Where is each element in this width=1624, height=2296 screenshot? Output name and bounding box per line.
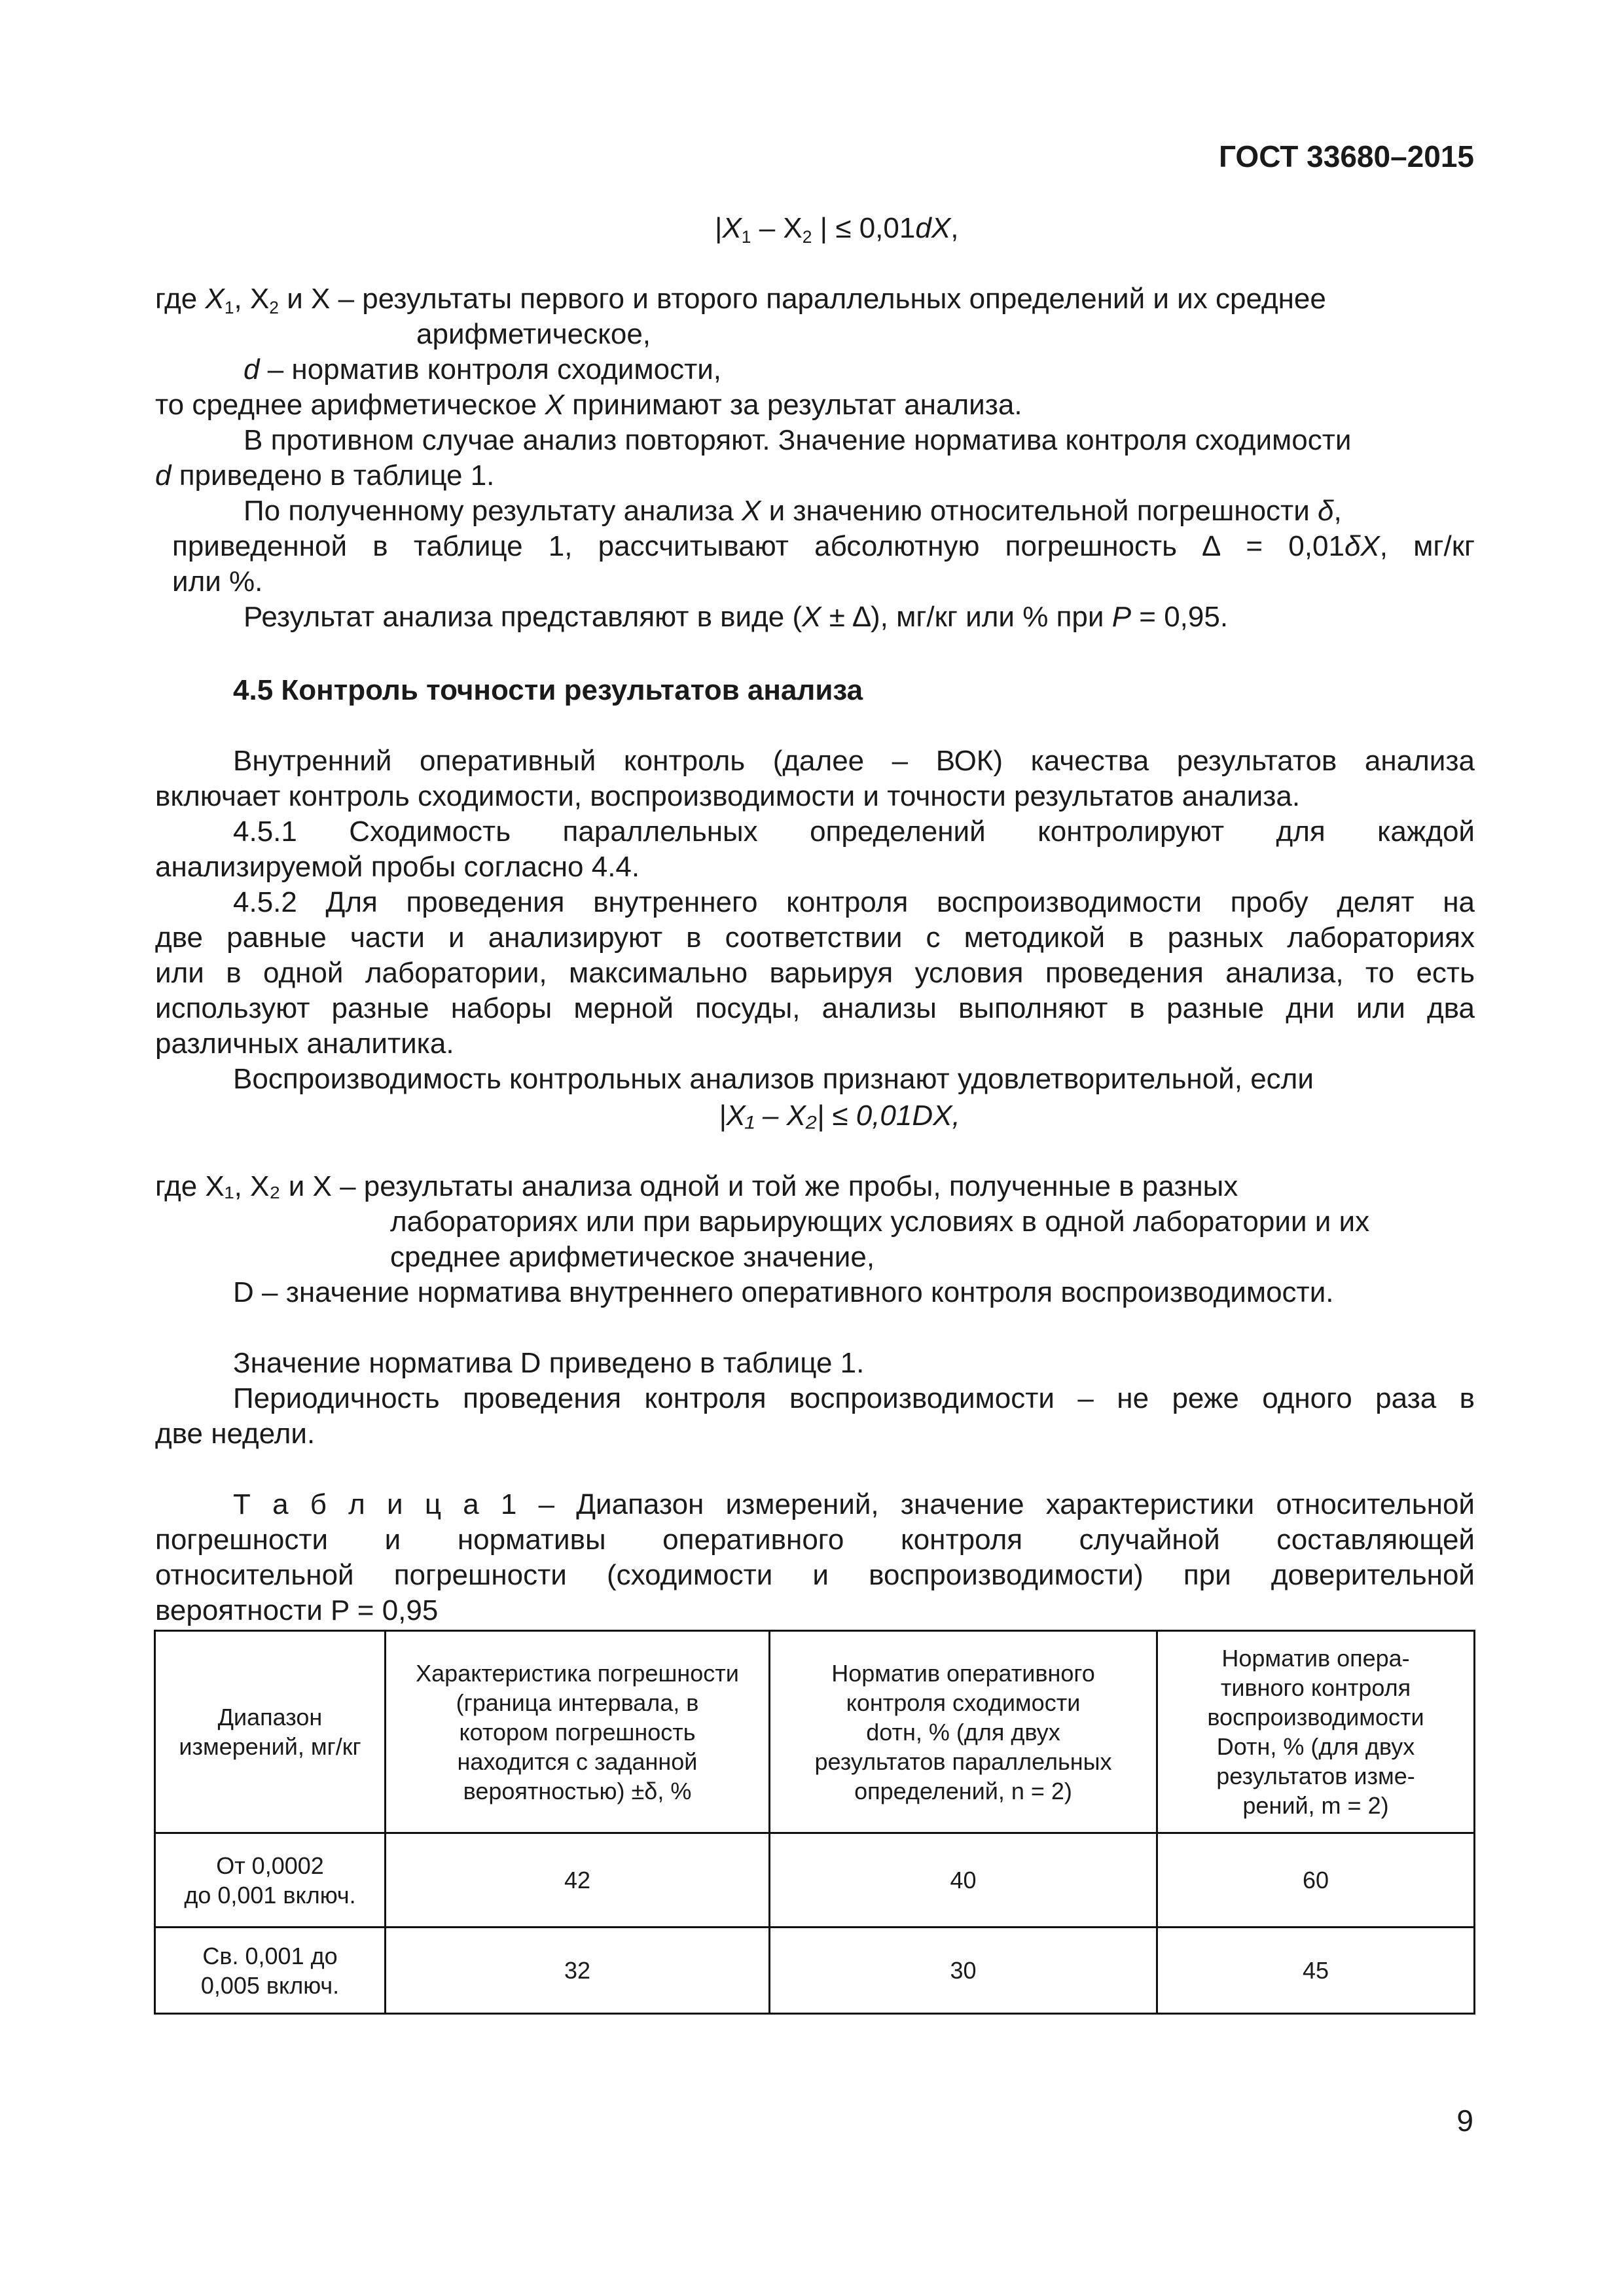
table-cell: 30 [768, 1926, 1158, 2015]
table-cell: 40 [768, 1832, 1158, 1928]
document-number: ГОСТ 33680–2015 [1218, 139, 1474, 173]
paragraph-line: В противном случае анализ повторяют. Значение норматива контроля сходимости [244, 424, 1352, 456]
table-header-cell: Норматив оперативного контроля сходимости dотн, % (для двух результатов параллельных определений, n = 2) [768, 1630, 1158, 1834]
paragraph-line: то среднее арифметическое X принимают за результат анализа. [155, 389, 1022, 421]
where-line: где X₁, X₂ и X – результаты анализа одной и той же пробы, полученные в разных [155, 1170, 1238, 1202]
table-caption-line: Т а б л и ц а 1 – Диапазон измерений, значение характеристики относительной [233, 1488, 1475, 1520]
paragraph-line: или в одной лаборатории, максимально варьируя условия проведения анализа, то есть [155, 957, 1475, 989]
table-cell: 60 [1156, 1832, 1475, 1928]
table-cell: Св. 0,001 до 0,005 включ. [154, 1926, 386, 2015]
table-header-cell: Норматив опера- тивного контроля воспроизводимости Dотн, % (для двух результатов изме- рений, m = 2) [1156, 1630, 1475, 1834]
paragraph-line: различных аналитика. [155, 1028, 454, 1060]
where-line-3: d – норматив контроля сходимости, [244, 353, 722, 386]
paragraph-line: Периодичность проведения контроля воспроизводимости – не реже одного раза в [233, 1382, 1475, 1414]
paragraph-line: Результат анализа представляют в виде (X ± ∆), мг/кг или % при P = 0,95. [244, 601, 1229, 633]
paragraph-line: или %. [172, 565, 263, 598]
table-header-cell: Диапазон измерений, мг/кг [154, 1630, 386, 1834]
table-cell: 45 [1156, 1926, 1475, 2015]
paragraph-line: две недели. [155, 1418, 316, 1450]
page-number: 9 [1456, 2104, 1473, 2138]
formula-repeatability: $|X_1 - X_2$ | ≤ 0,01dX, [715, 212, 959, 247]
paragraph-line: Воспроизводимость контрольных анализов признают удовлетворительной, если [233, 1063, 1314, 1095]
paragraph-line: 4.5.2 Для проведения внутреннего контроля воспроизводимости пробу делят на [233, 886, 1475, 918]
paragraph-line: две равные части и анализируют в соответствии с методикой в разных лабораториях [155, 922, 1475, 954]
paragraph-line: 4.5.1 Сходимость параллельных определений контролируют для каждой [233, 816, 1475, 848]
table-caption-line: относительной погрешности (сходимости и воспроизводимости) при доверительной [155, 1559, 1475, 1591]
where-line: среднее арифметическое значение, [390, 1241, 875, 1273]
table-cell: 42 [384, 1832, 770, 1928]
table-header-cell: Характеристика погрешности (граница интервала, в котором погрешность находится с заданной вероятностью) ±δ, % [384, 1630, 770, 1834]
formula-reproducibility: |X₁ – X₂| ≤ 0,01DX, [719, 1100, 960, 1132]
where-line: лабораториях или при варьирующих условиях в одной лаборатории и их [390, 1206, 1370, 1238]
where-line: D – значение норматива внутреннего оперативного контроля воспроизводимости. [233, 1276, 1334, 1308]
table-caption-line: вероятности P = 0,95 [155, 1594, 439, 1626]
paragraph-line: Внутренний оперативный контроль (далее – ВОК) качества результатов анализа [233, 745, 1475, 777]
paragraph-line: включает контроль сходимости, воспроизводимости и точности результатов анализа. [155, 780, 1301, 812]
paragraph-line: По полученному результату анализа X и значению относительной погрешности δ, [244, 495, 1342, 527]
where-line-2: арифметическое, [416, 318, 651, 350]
paragraph-line: приведенной в таблице 1, рассчитывают абсолютную погрешность ∆ = 0,01δX, мг/кг [172, 530, 1475, 562]
paragraph-line: анализируемой пробы согласно 4.4. [155, 851, 640, 883]
table-cell: 32 [384, 1926, 770, 2015]
section-heading: 4.5 Контроль точности результатов анализа [233, 674, 863, 706]
table-caption-line: погрешности и нормативы оперативного контроля случайной составляющей [155, 1524, 1475, 1556]
paragraph-line: используют разные наборы мерной посуды, анализы выполняют в разные дни или два [155, 992, 1475, 1024]
paragraph-line: d приведено в таблице 1. [155, 459, 495, 492]
table-cell: От 0,0002 до 0,001 включ. [154, 1832, 386, 1928]
where-line-1: где $X_1$, $X_2$ и X – результаты первого и второго параллельных определений и их среднее [155, 283, 1326, 317]
paragraph-line: Значение норматива D приведено в таблице 1. [233, 1347, 865, 1379]
